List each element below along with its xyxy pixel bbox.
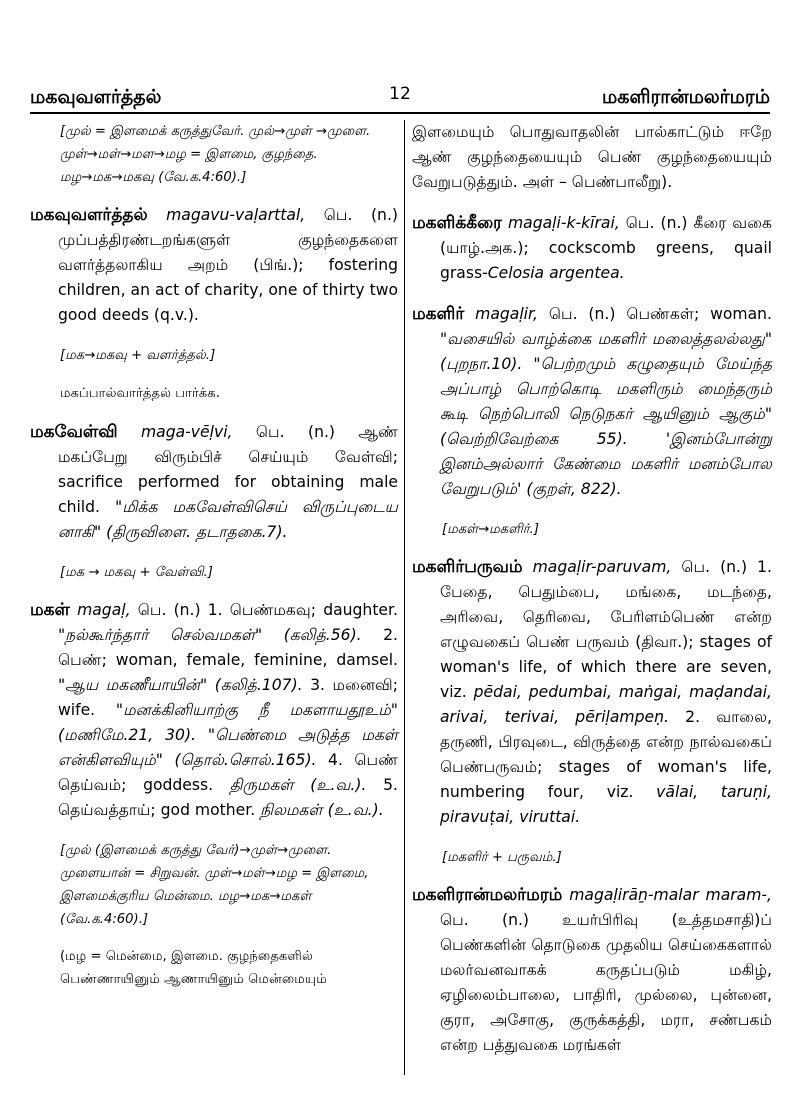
definition: பெண்கள்; woman. <box>626 305 772 323</box>
etymology-note: [முல் = இளமைக் கருத்துவேர். முல்→முள் →முளை. முள்→மள்→மள→மழ = இளமை, குழந்தை. மழ→மக→மகவு (வே.க.4:60).] <box>60 124 371 185</box>
quotation: நிலமகள் (உ.வ.). <box>260 801 384 819</box>
etymology-note: (மழ = மென்மை, இளமை. குழந்தைகளில் பெண்ணாயினும் ஆணாயினும் மென்மையும் <box>60 949 327 987</box>
sense-1: 1. பெண்மகவு; daughter. <box>207 601 398 619</box>
entry-body <box>30 598 398 823</box>
dictionary-entry <box>30 420 398 545</box>
sense-1: 1. பேதை, பெதும்பை, மங்கை, மடந்தை, அரிவை, தெரிவை, பேரிளம்பெண் என்ற எழுவகைப் பெண் பருவம் (திவா.); stages of woman's life, of which there are seven, viz. <box>440 558 772 701</box>
headword: மகவேள்வி <box>30 422 118 442</box>
sense-4: 4. பெண் தெய்வம்; goddess. <box>58 751 398 794</box>
definition: உயர்பிரிவு (உத்தமசாதி)ப் பெண்களின் தொடுகை முதலிய செய்கைகளால் மலர்வனவாகக் கருதப்படும் மகிழ், ஏழிலைம்பாலை, பாதிரி, முல்லை, புன்னை, குரா, அசோகு, குருக்கத்தி, மரா, சண்பகம் என்ற பத்துவகை மரங்கள் <box>440 911 772 1054</box>
right-column <box>412 120 772 1074</box>
quotation: "நல்கூர்ந்தார் செல்வமகள்" (கலித்.56). <box>58 626 362 644</box>
definition: முப்பத்திரண்டறங்களுள் குழந்தைகளை வளர்த்தலாகிய அறம் (பிங்.); fostering children, an act of charity, one of thirty two good deeds (q.v.). <box>58 231 398 324</box>
scientific-name: Celosia argentea. <box>487 264 625 282</box>
etymology-note: [மக → மகவு + வேள்வி.] <box>60 565 213 580</box>
headword: மகளிக்கீரை <box>412 213 502 233</box>
part-of-speech: பெ. (n.) <box>323 206 398 224</box>
transliteration: magaḷirāṉ-malar maram-, <box>569 886 772 904</box>
sense-5: 5. தெய்வத்தாய்; god mother. <box>58 776 398 819</box>
quotation: திருமகள் (உ.வ.). <box>229 776 367 794</box>
transliteration: magaḷ, <box>77 601 131 619</box>
transliteration: maga-vēḷvi, <box>140 423 233 441</box>
part-of-speech: பெ. (n.) <box>625 214 688 232</box>
transliteration-list: pēdai, pedumbai, maṅgai, maḍandai, arivai, terivai, pēriḷampeṇ. <box>440 683 772 726</box>
cross-reference: மகப்பால்வார்த்தல் பார்க்க. <box>60 386 220 401</box>
entry-body <box>412 211 772 286</box>
page-header <box>30 84 770 114</box>
definition: ஆண் மகப்பேறு விரும்பிச் செய்யும் வேள்வி; sacrifice performed for obtaining male child. <box>58 423 398 516</box>
header-rule <box>30 112 770 114</box>
transliteration: magavu-vaḷarttal, <box>166 206 306 224</box>
definition: கீரை வகை (யாழ்.அக.); cockscomb greens, quail grass- <box>440 214 772 282</box>
transliteration: magaḷir, <box>475 305 538 323</box>
continued-text: இளமையும் பொதுவாதலின் பால்காட்டும் ஈறே ஆண் குழந்தையையும் பெண் குழந்தையையும் வேறுபடுத்தும். அள் – பெண்பாலீறு). <box>412 123 772 191</box>
header-right-guideword: மகளிரான்மலர்மரம் <box>602 86 770 108</box>
dictionary-entry <box>30 203 398 328</box>
etymology-note: [மக→மகவு + வளர்த்தல்.] <box>60 348 216 363</box>
etymology-note: [முல் (இளமைக் கருத்து வேர்)→முள்→முளை. முளையான் = சிறுவன். முள்→மள்→மழ = இளமை, இளமைக்குரிய மென்மை. மழ→மக→மகள் (வே.க.4:60).] <box>60 843 369 927</box>
left-column <box>30 120 398 1005</box>
entry-body <box>30 203 398 328</box>
page-number: 12 <box>389 84 411 104</box>
etymology-note: [மகள்→மகளிர்.] <box>442 522 539 537</box>
quotation: "மிக்க மகவேள்விசெய் விருப்புடைய னாகி" (திருவிளை. தடாதகை.7). <box>58 498 398 541</box>
headword: மகள் <box>30 600 70 620</box>
part-of-speech: பெ. (n.) <box>255 423 335 441</box>
entry-body <box>412 555 772 830</box>
transliteration: magaḷir-paruvam, <box>532 558 672 576</box>
etymology-note: [மகளிர் + பருவம்.] <box>442 850 562 865</box>
headword: மகளிரான்மலர்மரம் <box>412 885 563 905</box>
entry-body <box>412 302 772 502</box>
dictionary-entry <box>30 598 398 823</box>
dictionary-entry <box>412 883 772 1058</box>
sense-3: 3. மனைவி; wife. <box>58 676 398 719</box>
sense-2: 2. பெண்; woman, female, feminine, damsel. <box>58 626 398 669</box>
column-divider <box>404 120 405 1075</box>
part-of-speech: பெ. (n.) <box>681 558 748 576</box>
part-of-speech: பெ. (n.) <box>548 305 616 323</box>
headword: மகளிர் <box>412 304 465 324</box>
entry-continuation <box>412 120 772 195</box>
quotation: "ஆய மகணீயாயின்" (கலித்.107). <box>58 676 303 694</box>
header-left-guideword: மகவுவளர்த்தல் <box>30 86 162 108</box>
entry-body <box>412 883 772 1058</box>
quotation: "மனக்கினியாற்கு நீ மகளாயதூஉம்" (மணிமே.21, 30). "பெண்மை அடுத்த மகள் என்கிளவியும்" (தொல்.சொல்.165). <box>58 701 398 769</box>
dictionary-entry <box>412 555 772 830</box>
quotation: "வசையில் வாழ்க்கை மகளிர் மலைத்தலல்லது" (புறநா.10). "பெற்றமும் கழுதையும் மேய்ந்த அப்பாழ் பொற்கொடி மகளிரும் மைந்தரும் கூடி நெற்பொலி நெடுநகர் ஆயினும் ஆகும்" (வெற்றிவேற்கை 55). 'இனம்போன்று இனம்அல்லார் கேண்மை மகளிர் மனம்போல வேறுபடும்' (குறள், 822). <box>440 330 772 498</box>
entry-body <box>30 420 398 545</box>
dictionary-entry <box>412 302 772 502</box>
headword: மகவுவளர்த்தல் <box>30 205 148 225</box>
headword: மகளிர்பருவம் <box>412 557 523 577</box>
dictionary-entry <box>412 211 772 286</box>
transliteration-list: vālai, taruṇi, piravuṭai, viruttai. <box>440 783 772 826</box>
sense-2: 2. வாலை, தருணி, பிரவுடை, விருத்தை என்ற நால்வகைப் பெண்பருவம்; stages of woman's life, numbering four, viz. <box>440 708 772 801</box>
part-of-speech: பெ. (n.) <box>137 601 201 619</box>
part-of-speech: பெ. (n.) <box>440 911 530 929</box>
transliteration: magaḷi-k-kīrai, <box>507 214 620 232</box>
